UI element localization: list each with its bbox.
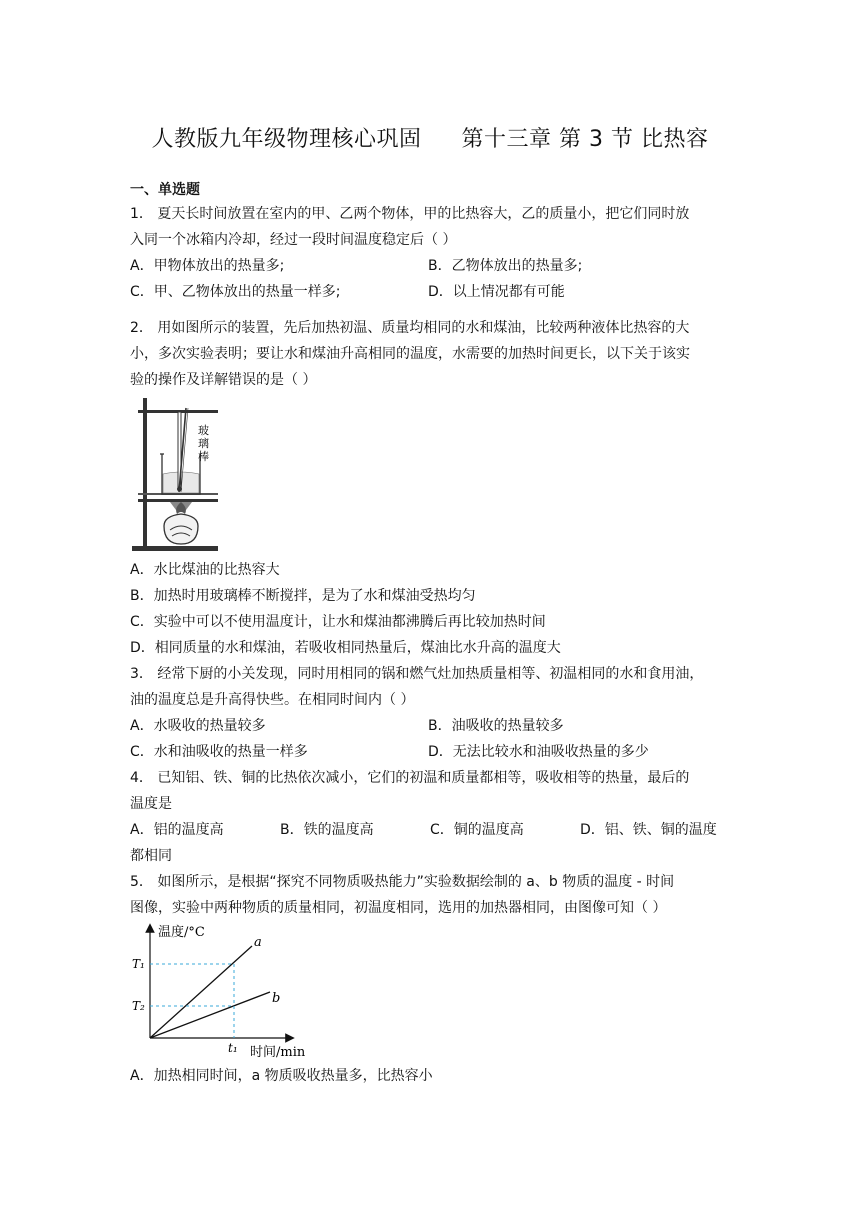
- page-title: [0, 122, 860, 153]
- q1-line-2: 入同一个冰箱内冷却，经过一段时间温度稳定后（ ）: [130, 232, 457, 248]
- q1-line-1: 1． 夏天长时间放置在室内的甲、乙两个物体，甲的比热容大，乙的质量小，把它们同时放: [130, 206, 690, 222]
- q1-option-b[interactable]: B．乙物体放出的热量多;: [428, 258, 583, 274]
- label-a: a: [254, 935, 262, 950]
- y-axis-label: 温度/°C: [158, 925, 205, 940]
- q2-option-c[interactable]: C．实验中可以不使用温度计，让水和煤油都沸腾后再比较加热时间: [130, 614, 546, 630]
- tick-tx: t₁: [228, 1041, 238, 1055]
- title-chapter: 第十三章 第 3 节 比热容: [461, 127, 709, 152]
- apparatus-figure: [130, 396, 220, 556]
- q4-line-2: 温度是: [130, 796, 172, 812]
- line-b: [150, 992, 270, 1038]
- tick-t1: T₁: [132, 957, 145, 971]
- x-axis-label: 时间/min: [250, 1045, 306, 1060]
- q4-line-1: 4． 已知铝、铁、铜的比热依次减小，它们的初温和质量都相等，吸收相等的热量，最后的: [130, 770, 690, 786]
- q2-option-b[interactable]: B．加热时用玻璃棒不断搅拌，是为了水和煤油受热均匀: [130, 588, 476, 604]
- q3-option-c[interactable]: C．水和油吸收的热量一样多: [130, 744, 308, 760]
- q2-line-3: 验的操作及详解错误的是（ ）: [130, 372, 317, 388]
- q3-line-1: 3． 经常下厨的小关发现，同时用相同的锅和燃气灶加热质量相等、初温相同的水和食用油，: [130, 666, 704, 682]
- q1-option-d[interactable]: D．以上情况都有可能: [428, 284, 565, 300]
- q5-line-1: 5． 如图所示，是根据“探究不同物质吸热能力”实验数据绘制的 a、b 物质的温度 - 时间: [130, 874, 675, 890]
- q5-option-a[interactable]: A．加热相同时间，a 物质吸收热量多，比热容小: [130, 1068, 433, 1084]
- q4-option-d[interactable]: D．铝、铁、铜的温度: [580, 822, 717, 838]
- q2-option-d[interactable]: D．相同质量的水和煤油，若吸收相同热量后，煤油比水升高的温度大: [130, 640, 561, 656]
- q3-option-a[interactable]: A．水吸收的热量较多: [130, 718, 266, 734]
- q3-option-d[interactable]: D．无法比较水和油吸收热量的多少: [428, 744, 649, 760]
- q2-option-a[interactable]: A．水比煤油的比热容大: [130, 562, 280, 578]
- q4-option-c[interactable]: C．铜的温度高: [430, 822, 524, 838]
- glass-rod-label: 玻璃棒: [198, 424, 209, 463]
- q4-option-b[interactable]: B．铁的温度高: [280, 822, 374, 838]
- q2-line-1: 2． 用如图所示的装置，先后加热初温、质量均相同的水和煤油，比较两种液体比热容的大: [130, 320, 690, 336]
- q3-option-b[interactable]: B．油吸收的热量较多: [428, 718, 564, 734]
- section-heading: 一、单选题: [130, 182, 200, 198]
- q4-option-d-wrap: 都相同: [130, 848, 172, 864]
- q4-option-a[interactable]: A．铝的温度高: [130, 822, 224, 838]
- label-b: b: [272, 991, 281, 1006]
- tick-t2: T₂: [132, 999, 145, 1013]
- q1-option-c[interactable]: C．甲、乙物体放出的热量一样多;: [130, 284, 341, 300]
- line-a: [150, 946, 252, 1038]
- q3-line-2: 油的温度总是升高得快些。在相同时间内（ ）: [130, 692, 415, 708]
- q2-line-2: 小，多次实验表明；要让水和煤油升高相同的温度，水需要的加热时间更长，以下关于该实: [130, 346, 690, 362]
- title-book: 人教版九年级物理核心巩固: [151, 127, 422, 152]
- q5-line-2: 图像，实验中两种物质的质量相同，初温度相同，选用的加热器相同，由图像可知（ ）: [130, 900, 667, 916]
- temperature-time-graph: [130, 920, 330, 1064]
- q1-option-a[interactable]: A．甲物体放出的热量多;: [130, 258, 285, 274]
